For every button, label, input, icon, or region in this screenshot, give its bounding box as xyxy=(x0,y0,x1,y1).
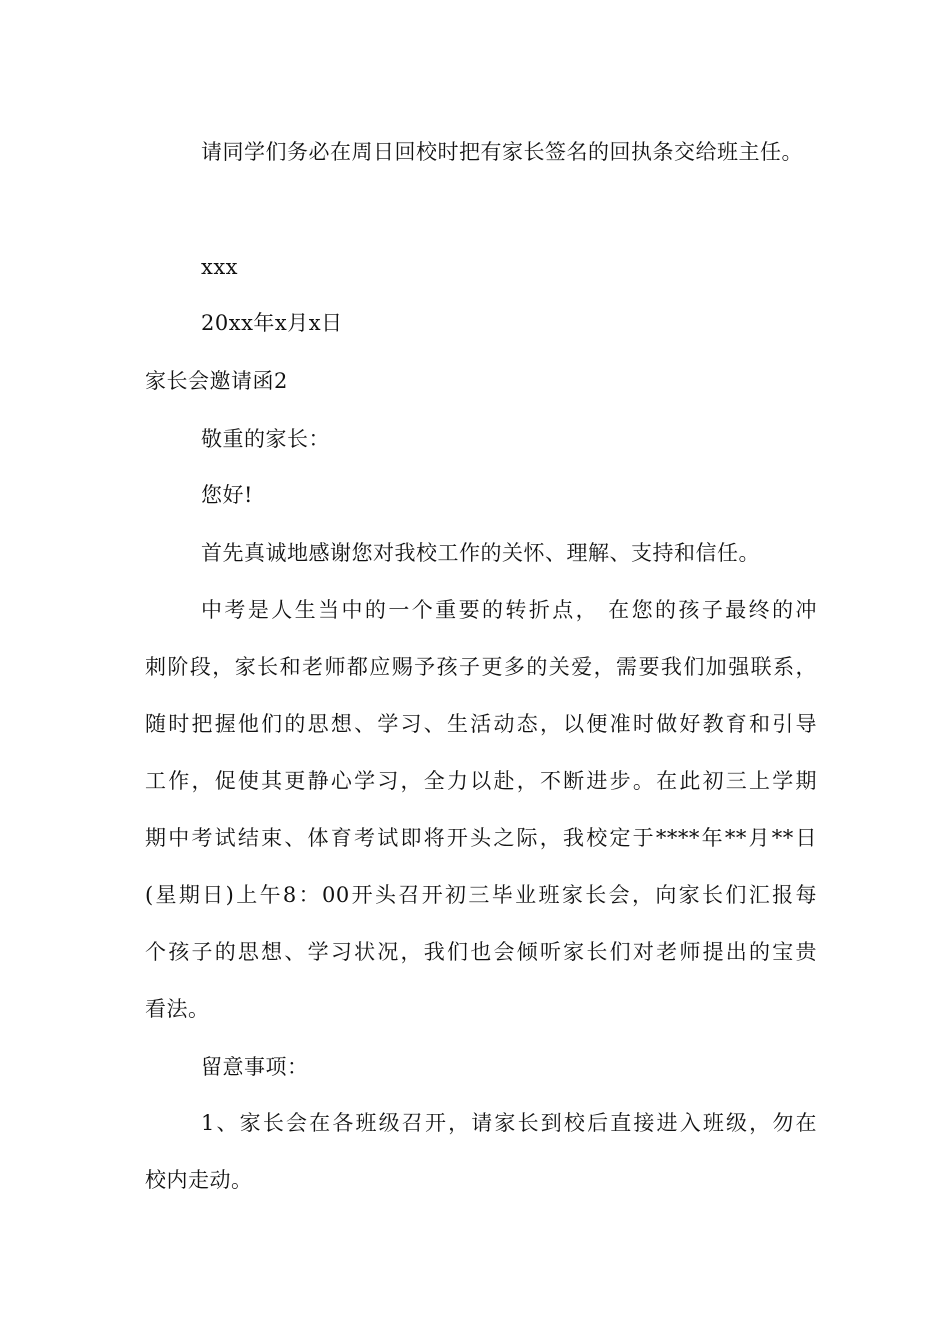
paragraph-line: 期中考试结束、体育考试即将开头之际，我校定于****年**月**日 xyxy=(145,826,817,850)
paragraph-line: (星期日)上午8：00开头召开初三毕业班家长会，向家长们汇报每 xyxy=(145,883,817,907)
paragraph-line: 刺阶段，家长和老师都应赐予孩子更多的关爱，需要我们加强联系， xyxy=(145,655,817,679)
note-line: 1、家长会在各班级召开，请家长到校后直接进入班级，勿在 xyxy=(201,1111,817,1135)
paragraph-line: 看法。 xyxy=(145,997,210,1021)
section-heading: 家长会邀请函2 xyxy=(145,369,288,393)
paragraph-line: 中考是人生当中的一个重要的转折点， 在您的孩子最终的冲 xyxy=(201,598,817,622)
signature: xxx xyxy=(201,255,239,279)
date-line: 20xx年x月x日 xyxy=(201,311,343,335)
paragraph-line: 个孩子的思想、学习状况，我们也会倾听家长们对老师提出的宝贵 xyxy=(145,940,817,964)
greeting: 您好! xyxy=(201,483,253,507)
note-line: 校内走动。 xyxy=(145,1168,253,1192)
salutation: 敬重的家长： xyxy=(201,427,330,451)
paragraph-line: 工作，促使其更静心学习，全力以赴，不断进步。在此初三上学期 xyxy=(145,769,817,793)
reminder-text: 请同学们务必在周日回校时把有家长签名的回执条交给班主任。 xyxy=(201,140,803,164)
notes-title: 留意事项： xyxy=(201,1055,309,1079)
thanks-text: 首先真诚地感谢您对我校工作的关怀、理解、支持和信任。 xyxy=(201,541,760,565)
paragraph-line: 随时把握他们的思想、学习、生活动态，以便准时做好教育和引导 xyxy=(145,712,817,736)
